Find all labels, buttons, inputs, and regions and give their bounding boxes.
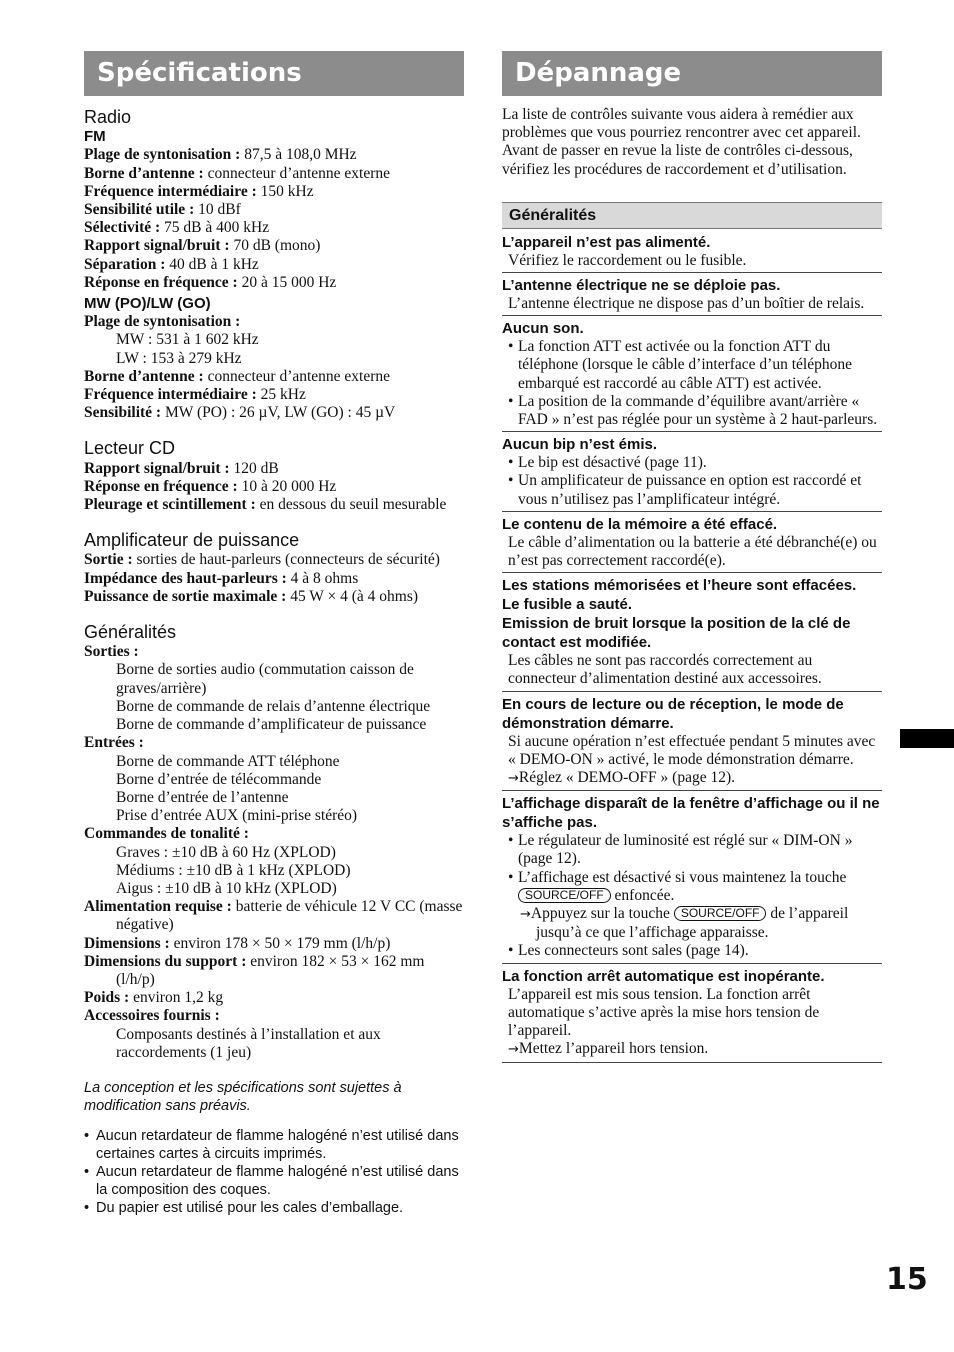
spec-label: Accessoires fournis : <box>84 1007 220 1025</box>
solution-bullet: • L’affichage est désactivé si vous maintenez la touche SOURCE/OFF enfoncée. <box>502 869 882 905</box>
spec-value: Graves : ±10 dB à 60 Hz (XPLOD) <box>116 843 336 861</box>
problem: Emission de bruit lorsque la position de la clé de contact est modifiée. <box>502 615 851 652</box>
spec-line: Séparation : 40 dB à 1 kHz <box>84 255 259 273</box>
environment-bullets <box>84 1127 464 1217</box>
problem: Aucun son. <box>502 320 584 338</box>
spec-label: Entrées : <box>84 734 144 752</box>
spec-line: Rapport signal/bruit : 120 dB <box>84 459 279 477</box>
problem: Le contenu de la mémoire a été effacé. <box>502 515 778 533</box>
mw-lw-specs <box>84 313 464 422</box>
troubleshooting-column <box>502 106 882 1063</box>
action-line: →Mettez l’appareil hors tension. <box>508 1040 709 1058</box>
solution: Si aucune opération n’est effectuée pendant 5 minutes avec « DEMO-ON » activé, le mode démonstration démarre. <box>508 732 876 768</box>
general-specs <box>84 643 464 1062</box>
spec-value: MW : 531 à 1 602 kHz <box>116 331 259 349</box>
troubleshooting-item <box>502 692 882 792</box>
spec-label: Plage de syntonisation : <box>84 313 241 331</box>
arrow-icon: → <box>508 1042 519 1058</box>
source-off-button: SOURCE/OFF <box>518 888 611 903</box>
arrow-icon: → <box>520 907 531 923</box>
spec-line: Fréquence intermédiaire : 150 kHz <box>84 182 314 200</box>
solution: Le câble d’alimentation ou la batterie a été débranché(e) ou n’est pas correctement raccordé(e). <box>508 533 877 570</box>
intro-paragraph: La liste de contrôles suivante vous aidera à remédier aux problèmes que vous pourriez rencontrer avec cet appareil. <box>502 106 861 142</box>
spec-line: Puissance de sortie maximale : 45 W × 4 (à 4 ohms) <box>84 587 419 605</box>
spec-line: Dimensions du support : environ 182 × 53 × 162 mm (l/h/p) <box>84 952 425 988</box>
spec-line: Alimentation requise : batterie de véhicule 12 V CC (masse négative) <box>84 898 463 934</box>
spec-value: Borne de commande ATT téléphone <box>116 752 340 770</box>
troubleshooting-item <box>502 432 882 512</box>
solution: Les câbles ne sont pas raccordés correctement au connecteur d’alimentation destiné aux accessoires. <box>508 652 822 688</box>
spec-label: Sorties : <box>84 643 139 661</box>
spec-line: Sélectivité : 75 dB à 400 kHz <box>84 219 270 237</box>
solution-bullet: • La position de la commande d’équilibre avant/arrière « FAD » n’est pas réglée pour un système à 2 haut-parleurs. <box>502 393 882 429</box>
troubleshooting-item <box>502 229 882 273</box>
spec-line: Sortie : sorties de haut-parleurs (connecteurs de sécurité) <box>84 551 440 569</box>
spec-line: Réponse en fréquence : 20 à 15 000 Hz <box>84 273 337 291</box>
source-off-button: SOURCE/OFF <box>674 906 767 921</box>
spec-value: Borne de commande d’amplificateur de puissance <box>116 716 427 734</box>
radio-heading: Radio <box>84 107 132 127</box>
list-item: • Du papier est utilisé pour les cales d’emballage. <box>84 1199 464 1217</box>
spec-value: Borne d’entrée de l’antenne <box>116 788 289 806</box>
list-item: • Aucun retardateur de flamme halogéné n’est utilisé dans certaines cartes à circuits imprimés. <box>84 1127 464 1163</box>
page-number: 15 <box>886 1262 928 1297</box>
problem: Aucun bip n’est émis. <box>502 436 658 454</box>
solution: L’antenne électrique ne dispose pas d’un boîtier de relais. <box>508 295 865 313</box>
spec-value: Composants destinés à l’installation et aux raccordements (1 jeu) <box>116 1025 381 1061</box>
solution: L’appareil est mis sous tension. La fonction arrêt automatique s’active après la mise hors tension de l’appareil. <box>508 985 820 1040</box>
troubleshooting-item <box>502 316 882 432</box>
solution-bullet: • Les connecteurs sont sales (page 14). <box>502 942 882 960</box>
spec-line: Borne d’antenne : connecteur d’antenne externe <box>84 367 391 385</box>
fm-heading: FM <box>84 128 106 146</box>
problem: En cours de lecture ou de réception, le mode de démonstration démarre. <box>502 695 844 732</box>
troubleshooting-item <box>502 573 882 691</box>
mw-lw-heading: MW (PO)/LW (GO) <box>84 295 211 313</box>
spec-value: Médiums : ±10 dB à 1 kHz (XPLOD) <box>116 861 351 879</box>
spec-line: Borne d’antenne : connecteur d’antenne externe <box>84 164 391 182</box>
amp-heading: Amplificateur de puissance <box>84 530 300 551</box>
troubleshooting-item <box>502 964 882 1063</box>
problem: Les stations mémorisées et l’heure sont effacées. <box>502 577 857 595</box>
fm-specs <box>84 146 464 292</box>
problem: Le fusible a sauté. <box>502 596 633 614</box>
specifications-title: Spécifications <box>84 51 464 96</box>
spec-line: Dimensions : environ 178 × 50 × 179 mm (l/h/p) <box>84 934 391 952</box>
spec-value: Borne de sorties audio (commutation caisson de graves/arrière) <box>116 661 414 697</box>
solution: Vérifiez le raccordement ou le fusible. <box>508 251 747 269</box>
spec-value: Borne d’entrée de télécommande <box>116 770 322 788</box>
solution-bullet: • Le bip est désactivé (page 11). <box>502 454 882 472</box>
spec-value: Prise d’entrée AUX (mini-prise stéréo) <box>116 807 358 825</box>
amp-specs <box>84 551 464 606</box>
spec-line: Sensibilité : MW (PO) : 26 µV, LW (GO) : 45 µV <box>84 404 396 422</box>
spec-line: Réponse en fréquence : 10 à 20 000 Hz <box>84 477 337 495</box>
troubleshooting-item <box>502 791 882 963</box>
spec-label: Commandes de tonalité : <box>84 825 249 843</box>
action-line: →Réglez « DEMO-OFF » (page 12). <box>508 769 736 787</box>
solution-bullet: • La fonction ATT est activée ou la fonction ATT du téléphone (lorsque le câble d’interface d’un téléphone embarqué est raccordé au câble ATT) est activée. <box>502 338 882 393</box>
list-item: • Aucun retardateur de flamme halogéné n’est utilisé dans la composition des coques. <box>84 1163 464 1199</box>
spec-line: Poids : environ 1,2 kg <box>84 989 224 1007</box>
general-heading: Généralités <box>84 622 177 643</box>
problem: L’antenne électrique ne se déploie pas. <box>502 277 781 295</box>
intro-paragraph: Avant de passer en revue la liste de contrôles ci-dessous, vérifiez les procédures de raccordement et d’utilisation. <box>502 142 853 178</box>
solution-bullet: • Le régulateur de luminosité est réglé sur « DIM-ON » (page 12). <box>502 832 882 868</box>
cd-heading: Lecteur CD <box>84 438 176 459</box>
chapter-tab-marker <box>900 729 954 748</box>
spec-line: Sensibilité utile : 10 dBf <box>84 201 241 219</box>
problem: L’affichage disparaît de la fenêtre d’affichage ou il ne s’affiche pas. <box>502 795 880 832</box>
spec-line: Rapport signal/bruit : 70 dB (mono) <box>84 237 321 255</box>
troubleshooting-title: Dépannage <box>502 51 882 96</box>
arrow-icon: → <box>508 771 519 787</box>
spec-line: Fréquence intermédiaire : 25 kHz <box>84 386 306 404</box>
spec-value: Borne de commande de relais d’antenne électrique <box>116 697 431 715</box>
spec-value: Aigus : ±10 dB à 10 kHz (XPLOD) <box>116 879 337 897</box>
specifications-column <box>84 108 464 1217</box>
cd-specs <box>84 460 464 515</box>
troubleshooting-item <box>502 512 882 573</box>
general-section-bar: Généralités <box>502 202 882 229</box>
solution-bullet: • Un amplificateur de puissance en option est raccordé et vous n’utilisez pas l’amplificateur intégré. <box>502 472 882 508</box>
spec-value: LW : 153 à 279 kHz <box>116 349 242 367</box>
problem: L’appareil n’est pas alimenté. <box>502 233 711 251</box>
problem: La fonction arrêt automatique est inopérante. <box>502 967 825 985</box>
troubleshooting-item <box>502 273 882 316</box>
spec-line: Impédance des haut-parleurs : 4 à 8 ohms <box>84 569 359 587</box>
action-line: →Appuyez sur la touche SOURCE/OFF de l’appareil jusqu’à ce que l’affichage apparaisse. <box>520 905 849 942</box>
design-change-note: La conception et les spécifications sont sujettes à modification sans préavis. <box>84 1079 402 1114</box>
intro-text <box>502 106 882 179</box>
spec-line: Pleurage et scintillement : en dessous du seuil mesurable <box>84 496 447 514</box>
spec-line: Plage de syntonisation : 87,5 à 108,0 MHz <box>84 146 357 164</box>
